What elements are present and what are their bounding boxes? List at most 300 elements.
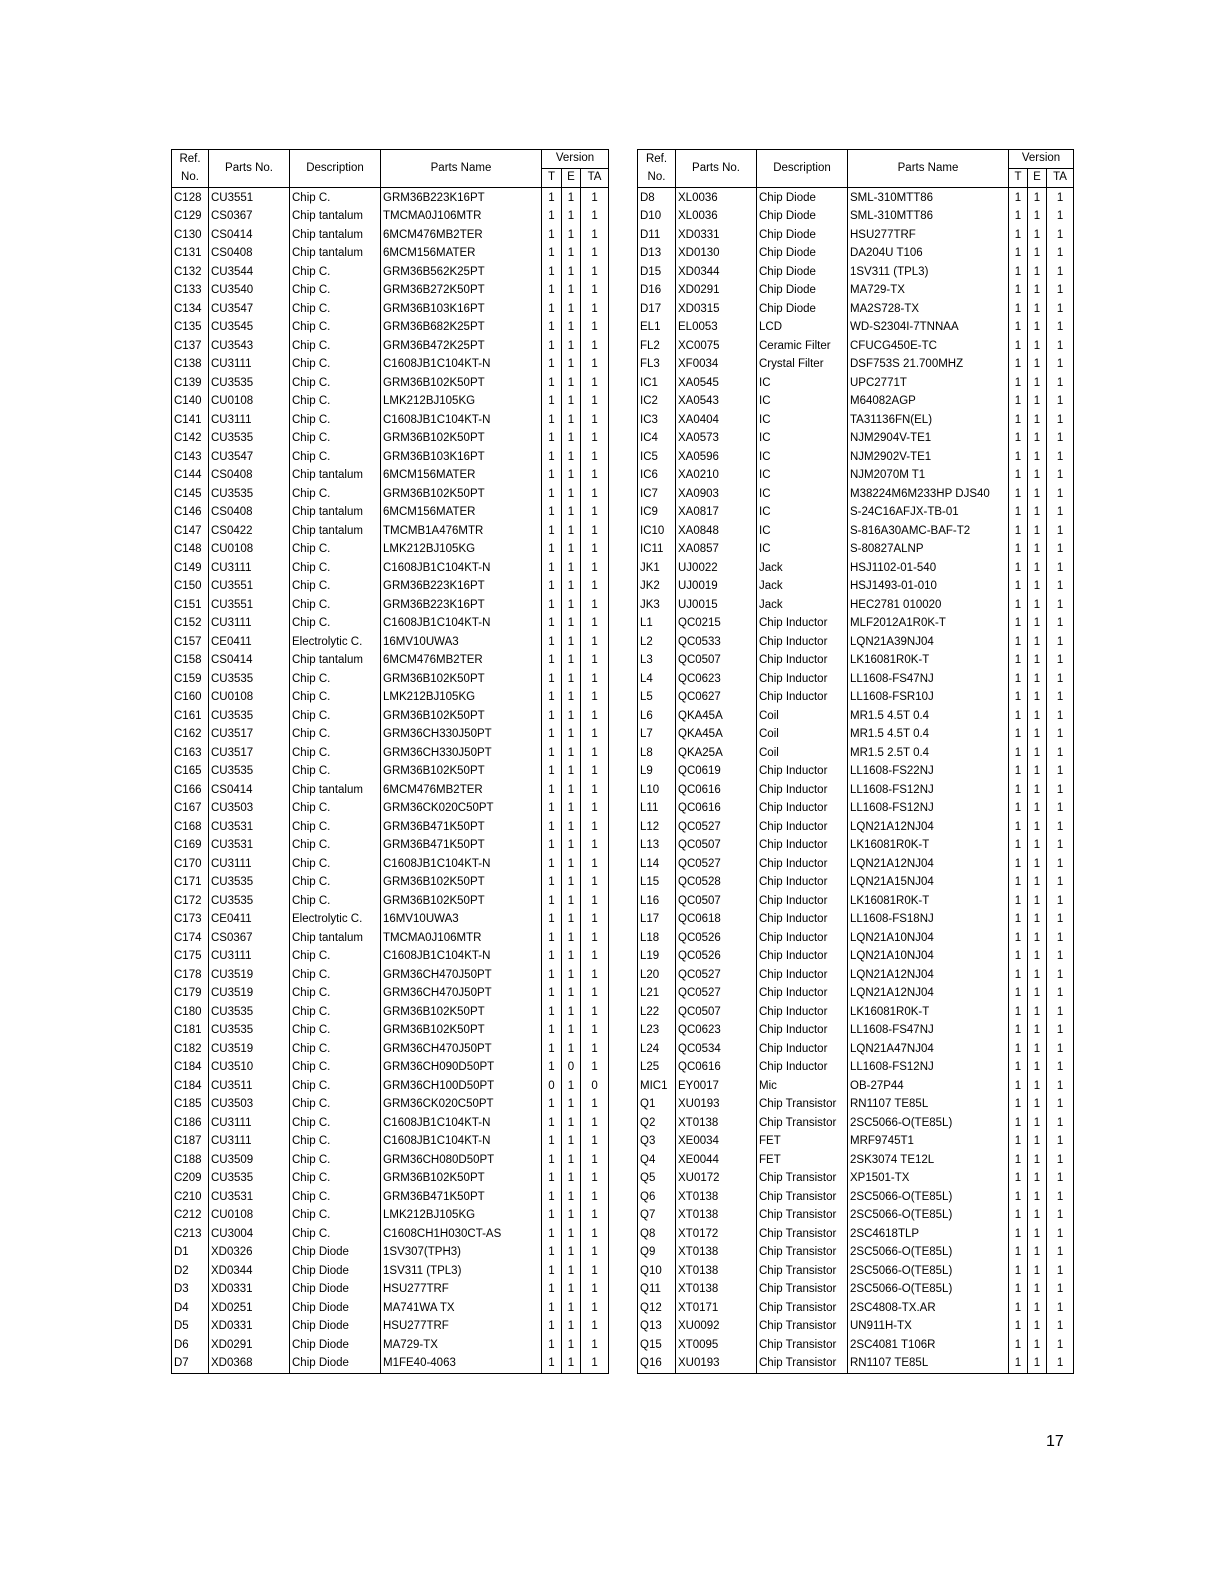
version-t-cell: 1 bbox=[542, 1096, 562, 1115]
description-cell: Chip C. bbox=[290, 411, 381, 430]
description-cell: Chip Diode bbox=[757, 282, 848, 301]
description-cell: Chip Inductor bbox=[757, 689, 848, 708]
version-e-cell: 1 bbox=[562, 411, 581, 430]
parts-name-cell: GRM36B102K50PT bbox=[381, 763, 542, 782]
parts-no-cell: QC0507 bbox=[676, 837, 757, 856]
table-row bbox=[638, 707, 1074, 726]
table-row bbox=[172, 1355, 609, 1374]
parts-name-cell: LL1608-FS47NJ bbox=[848, 670, 1009, 689]
version-ta-cell: 1 bbox=[1047, 522, 1074, 541]
ref-no-cell: Q1 bbox=[638, 1096, 676, 1115]
header-version: Version bbox=[542, 150, 609, 169]
version-t-cell: 1 bbox=[1009, 1225, 1028, 1244]
table-row bbox=[638, 1299, 1074, 1318]
version-ta-cell: 1 bbox=[581, 522, 609, 541]
parts-no-cell: QC0526 bbox=[676, 948, 757, 967]
parts-no-cell: XD0331 bbox=[676, 226, 757, 245]
table-row bbox=[638, 763, 1074, 782]
description-cell: Chip Inductor bbox=[757, 966, 848, 985]
parts-no-cell: XD0251 bbox=[209, 1299, 290, 1318]
parts-name-cell: 2SC5066-O(TE85L) bbox=[848, 1188, 1009, 1207]
version-t-cell: 1 bbox=[1009, 874, 1028, 893]
version-e-cell: 1 bbox=[562, 781, 581, 800]
parts-name-cell: C1608JB1C104KT-N bbox=[381, 1114, 542, 1133]
version-e-cell: 1 bbox=[1028, 1299, 1047, 1318]
description-cell: Chip Diode bbox=[757, 208, 848, 227]
version-e-cell: 1 bbox=[562, 208, 581, 227]
parts-no-cell: XD0130 bbox=[676, 245, 757, 264]
parts-no-cell: CU3535 bbox=[209, 430, 290, 449]
parts-no-cell: CU3535 bbox=[209, 892, 290, 911]
header-ref-no: Ref. No. bbox=[638, 150, 676, 188]
ref-no-cell: C131 bbox=[172, 245, 209, 264]
parts-no-cell: CU3519 bbox=[209, 966, 290, 985]
version-t-cell: 1 bbox=[542, 763, 562, 782]
description-cell: Chip tantalum bbox=[290, 467, 381, 486]
version-t-cell: 1 bbox=[542, 208, 562, 227]
parts-name-cell: LQN21A12NJ04 bbox=[848, 818, 1009, 837]
description-cell: Chip Diode bbox=[290, 1299, 381, 1318]
description-cell: Chip Inductor bbox=[757, 855, 848, 874]
version-t-cell: 1 bbox=[1009, 356, 1028, 375]
description-cell: Chip C. bbox=[290, 689, 381, 708]
version-t-cell: 1 bbox=[1009, 892, 1028, 911]
ref-no-cell: C152 bbox=[172, 615, 209, 634]
description-cell: Chip C. bbox=[290, 319, 381, 338]
description-cell: Chip Diode bbox=[757, 226, 848, 245]
description-cell: FET bbox=[757, 1133, 848, 1152]
parts-name-cell: M38224M6M233HP DJS40 bbox=[848, 485, 1009, 504]
parts-name-cell: LL1608-FS47NJ bbox=[848, 1022, 1009, 1041]
ref-no-cell: L22 bbox=[638, 1003, 676, 1022]
parts-name-cell: GRM36B102K50PT bbox=[381, 374, 542, 393]
description-cell: Chip C. bbox=[290, 1170, 381, 1189]
parts-no-cell: CU3535 bbox=[209, 1170, 290, 1189]
ref-no-cell: C213 bbox=[172, 1225, 209, 1244]
description-cell: Chip Inductor bbox=[757, 985, 848, 1004]
version-t-cell: 1 bbox=[1009, 1077, 1028, 1096]
version-e-cell: 1 bbox=[1028, 337, 1047, 356]
description-cell: Chip C. bbox=[290, 485, 381, 504]
description-cell: Chip C. bbox=[290, 559, 381, 578]
description-cell: Chip C. bbox=[290, 393, 381, 412]
version-t-cell: 1 bbox=[1009, 855, 1028, 874]
parts-no-cell: XD0326 bbox=[209, 1244, 290, 1263]
version-ta-cell: 1 bbox=[1047, 1059, 1074, 1078]
description-cell: Chip tantalum bbox=[290, 208, 381, 227]
table-row bbox=[172, 1096, 609, 1115]
version-e-cell: 1 bbox=[1028, 356, 1047, 375]
version-e-cell: 1 bbox=[562, 1077, 581, 1096]
parts-no-cell: CU3111 bbox=[209, 1133, 290, 1152]
version-t-cell: 1 bbox=[542, 837, 562, 856]
ref-no-cell: L18 bbox=[638, 929, 676, 948]
version-e-cell: 1 bbox=[562, 689, 581, 708]
version-ta-cell: 1 bbox=[1047, 855, 1074, 874]
version-ta-cell: 1 bbox=[1047, 1225, 1074, 1244]
version-e-cell: 1 bbox=[562, 374, 581, 393]
table-row bbox=[172, 726, 609, 745]
version-ta-cell: 1 bbox=[581, 800, 609, 819]
header-parts-name: Parts Name bbox=[381, 150, 542, 188]
description-cell: Coil bbox=[757, 744, 848, 763]
version-t-cell: 1 bbox=[1009, 411, 1028, 430]
ref-no-cell: Q8 bbox=[638, 1225, 676, 1244]
ref-no-cell: L9 bbox=[638, 763, 676, 782]
version-e-cell: 1 bbox=[562, 744, 581, 763]
table-row bbox=[172, 1003, 609, 1022]
version-e-cell: 1 bbox=[1028, 1355, 1047, 1374]
version-ta-cell: 1 bbox=[581, 448, 609, 467]
version-ta-cell: 1 bbox=[581, 208, 609, 227]
version-t-cell: 1 bbox=[542, 615, 562, 634]
version-e-cell: 1 bbox=[562, 800, 581, 819]
parts-name-cell: LQN21A15NJ04 bbox=[848, 874, 1009, 893]
version-t-cell: 1 bbox=[1009, 652, 1028, 671]
ref-no-cell: L21 bbox=[638, 985, 676, 1004]
parts-no-cell: XT0138 bbox=[676, 1281, 757, 1300]
parts-no-cell: XT0138 bbox=[676, 1188, 757, 1207]
version-t-cell: 1 bbox=[542, 966, 562, 985]
parts-table-left bbox=[171, 149, 609, 1374]
parts-no-cell: CS0414 bbox=[209, 226, 290, 245]
header-version-e: E bbox=[562, 169, 581, 188]
version-ta-cell: 1 bbox=[1047, 245, 1074, 264]
parts-name-cell: MR1.5 4.5T 0.4 bbox=[848, 707, 1009, 726]
description-cell: Chip Inductor bbox=[757, 800, 848, 819]
parts-name-cell: TA31136FN(EL) bbox=[848, 411, 1009, 430]
parts-no-cell: XD0315 bbox=[676, 300, 757, 319]
version-ta-cell: 1 bbox=[581, 652, 609, 671]
parts-no-cell: CU3519 bbox=[209, 1040, 290, 1059]
table-row bbox=[172, 188, 609, 208]
description-cell: Chip Inductor bbox=[757, 818, 848, 837]
parts-no-cell: XA0545 bbox=[676, 374, 757, 393]
ref-no-cell: C148 bbox=[172, 541, 209, 560]
version-e-cell: 1 bbox=[562, 1022, 581, 1041]
version-e-cell: 1 bbox=[1028, 1225, 1047, 1244]
version-t-cell: 1 bbox=[542, 1318, 562, 1337]
version-ta-cell: 1 bbox=[581, 1133, 609, 1152]
parts-name-cell: C1608JB1C104KT-N bbox=[381, 615, 542, 634]
version-ta-cell: 1 bbox=[1047, 430, 1074, 449]
ref-no-cell: C182 bbox=[172, 1040, 209, 1059]
version-t-cell: 1 bbox=[542, 448, 562, 467]
ref-no-cell: IC5 bbox=[638, 448, 676, 467]
ref-no-cell: D2 bbox=[172, 1262, 209, 1281]
parts-no-cell: QC0627 bbox=[676, 689, 757, 708]
version-e-cell: 1 bbox=[562, 1244, 581, 1263]
ref-no-cell: D1 bbox=[172, 1244, 209, 1263]
table-row bbox=[172, 744, 609, 763]
ref-no-cell: C142 bbox=[172, 430, 209, 449]
description-cell: Chip Diode bbox=[290, 1318, 381, 1337]
ref-no-cell: Q4 bbox=[638, 1151, 676, 1170]
parts-name-cell: RN1107 TE85L bbox=[848, 1096, 1009, 1115]
version-e-cell: 1 bbox=[1028, 1133, 1047, 1152]
parts-no-cell: CS0408 bbox=[209, 467, 290, 486]
parts-name-cell: HSU277TRF bbox=[381, 1281, 542, 1300]
ref-no-cell: IC6 bbox=[638, 467, 676, 486]
version-t-cell: 1 bbox=[542, 411, 562, 430]
version-e-cell: 1 bbox=[562, 430, 581, 449]
ref-no-cell: C168 bbox=[172, 818, 209, 837]
description-cell: Chip C. bbox=[290, 448, 381, 467]
parts-no-cell: CU3535 bbox=[209, 374, 290, 393]
parts-name-cell: LQN21A39NJ04 bbox=[848, 633, 1009, 652]
parts-name-cell: GRM36B102K50PT bbox=[381, 485, 542, 504]
parts-no-cell: QC0527 bbox=[676, 985, 757, 1004]
version-t-cell: 1 bbox=[1009, 541, 1028, 560]
description-cell: Chip Diode bbox=[290, 1244, 381, 1263]
version-ta-cell: 1 bbox=[1047, 504, 1074, 523]
parts-name-cell: MA729-TX bbox=[848, 282, 1009, 301]
ref-no-cell: IC1 bbox=[638, 374, 676, 393]
version-t-cell: 1 bbox=[542, 985, 562, 1004]
version-t-cell: 1 bbox=[1009, 1022, 1028, 1041]
version-ta-cell: 1 bbox=[1047, 559, 1074, 578]
ref-no-cell: L13 bbox=[638, 837, 676, 856]
version-ta-cell: 1 bbox=[581, 948, 609, 967]
parts-name-cell: XP1501-TX bbox=[848, 1170, 1009, 1189]
version-ta-cell: 1 bbox=[1047, 763, 1074, 782]
description-cell: Chip Transistor bbox=[757, 1170, 848, 1189]
parts-name-cell: 2SC4618TLP bbox=[848, 1225, 1009, 1244]
version-ta-cell: 1 bbox=[581, 263, 609, 282]
parts-name-cell: WD-S2304I-7TNNAA bbox=[848, 319, 1009, 338]
version-ta-cell: 1 bbox=[1047, 726, 1074, 745]
description-cell: Chip Inductor bbox=[757, 763, 848, 782]
table-row bbox=[172, 1022, 609, 1041]
version-ta-cell: 1 bbox=[1047, 1336, 1074, 1355]
parts-name-cell: HSJ1102-01-540 bbox=[848, 559, 1009, 578]
table-row bbox=[638, 1077, 1074, 1096]
parts-name-cell: GRM36CK020C50PT bbox=[381, 1096, 542, 1115]
parts-name-cell: MA2S728-TX bbox=[848, 300, 1009, 319]
ref-no-cell: C173 bbox=[172, 911, 209, 930]
parts-name-cell: LQN21A10NJ04 bbox=[848, 948, 1009, 967]
version-t-cell: 1 bbox=[542, 911, 562, 930]
version-ta-cell: 0 bbox=[581, 1077, 609, 1096]
version-t-cell: 1 bbox=[1009, 188, 1028, 208]
table-row bbox=[172, 430, 609, 449]
description-cell: Chip tantalum bbox=[290, 504, 381, 523]
version-ta-cell: 1 bbox=[1047, 892, 1074, 911]
version-ta-cell: 1 bbox=[1047, 356, 1074, 375]
table-row bbox=[638, 541, 1074, 560]
parts-no-cell: QC0507 bbox=[676, 1003, 757, 1022]
version-e-cell: 1 bbox=[562, 707, 581, 726]
version-e-cell: 1 bbox=[562, 596, 581, 615]
description-cell: Chip C. bbox=[290, 670, 381, 689]
table-row bbox=[638, 1059, 1074, 1078]
description-cell: Coil bbox=[757, 707, 848, 726]
description-cell: Chip Inductor bbox=[757, 911, 848, 930]
version-ta-cell: 1 bbox=[581, 1114, 609, 1133]
parts-no-cell: QC0526 bbox=[676, 929, 757, 948]
version-e-cell: 1 bbox=[562, 1299, 581, 1318]
version-ta-cell: 1 bbox=[581, 1022, 609, 1041]
version-t-cell: 1 bbox=[542, 892, 562, 911]
version-t-cell: 1 bbox=[542, 1188, 562, 1207]
header-description: Description bbox=[290, 150, 381, 188]
header-version-t: T bbox=[1009, 169, 1028, 188]
version-t-cell: 1 bbox=[1009, 596, 1028, 615]
description-cell: IC bbox=[757, 448, 848, 467]
table-row bbox=[172, 337, 609, 356]
version-ta-cell: 1 bbox=[581, 615, 609, 634]
parts-name-cell: HSU277TRF bbox=[381, 1318, 542, 1337]
parts-no-cell: QKA25A bbox=[676, 744, 757, 763]
description-cell: Chip Diode bbox=[757, 300, 848, 319]
parts-no-cell: QC0623 bbox=[676, 1022, 757, 1041]
parts-no-cell: XA0543 bbox=[676, 393, 757, 412]
ref-no-cell: C167 bbox=[172, 800, 209, 819]
parts-name-cell: LK16081R0K-T bbox=[848, 837, 1009, 856]
version-ta-cell: 1 bbox=[581, 467, 609, 486]
table-row bbox=[172, 781, 609, 800]
description-cell: Chip C. bbox=[290, 541, 381, 560]
version-ta-cell: 1 bbox=[1047, 1355, 1074, 1374]
version-e-cell: 1 bbox=[1028, 596, 1047, 615]
parts-name-cell: GRM36B102K50PT bbox=[381, 707, 542, 726]
ref-no-cell: D10 bbox=[638, 208, 676, 227]
ref-no-cell: JK2 bbox=[638, 578, 676, 597]
version-t-cell: 1 bbox=[542, 726, 562, 745]
ref-no-cell: D3 bbox=[172, 1281, 209, 1300]
ref-no-cell: D13 bbox=[638, 245, 676, 264]
ref-no-cell: C163 bbox=[172, 744, 209, 763]
parts-no-cell: CU3547 bbox=[209, 448, 290, 467]
version-ta-cell: 1 bbox=[581, 911, 609, 930]
description-cell: Chip Diode bbox=[757, 263, 848, 282]
version-e-cell: 1 bbox=[1028, 1170, 1047, 1189]
version-ta-cell: 1 bbox=[1047, 985, 1074, 1004]
version-ta-cell: 1 bbox=[581, 1244, 609, 1263]
page-number: 17 bbox=[1046, 1433, 1064, 1450]
description-cell: Chip Inductor bbox=[757, 633, 848, 652]
version-ta-cell: 1 bbox=[1047, 1188, 1074, 1207]
version-e-cell: 1 bbox=[1028, 689, 1047, 708]
version-ta-cell: 1 bbox=[581, 744, 609, 763]
description-cell: Chip Inductor bbox=[757, 1003, 848, 1022]
version-ta-cell: 1 bbox=[1047, 448, 1074, 467]
description-cell: Chip Diode bbox=[290, 1336, 381, 1355]
parts-no-cell: CU3503 bbox=[209, 1096, 290, 1115]
version-ta-cell: 1 bbox=[581, 1318, 609, 1337]
description-cell: Chip tantalum bbox=[290, 929, 381, 948]
ref-no-cell: C141 bbox=[172, 411, 209, 430]
table-row bbox=[172, 818, 609, 837]
table-row bbox=[172, 670, 609, 689]
table-row bbox=[638, 188, 1074, 208]
version-ta-cell: 1 bbox=[581, 504, 609, 523]
parts-no-cell: CU3531 bbox=[209, 818, 290, 837]
version-ta-cell: 1 bbox=[581, 337, 609, 356]
description-cell: Chip C. bbox=[290, 744, 381, 763]
version-e-cell: 1 bbox=[1028, 467, 1047, 486]
version-ta-cell: 1 bbox=[581, 670, 609, 689]
version-e-cell: 1 bbox=[562, 818, 581, 837]
version-e-cell: 1 bbox=[1028, 726, 1047, 745]
parts-no-cell: QKA45A bbox=[676, 707, 757, 726]
version-ta-cell: 1 bbox=[1047, 615, 1074, 634]
parts-name-cell: GRM36B272K50PT bbox=[381, 282, 542, 301]
parts-no-cell: XA0404 bbox=[676, 411, 757, 430]
ref-no-cell: Q9 bbox=[638, 1244, 676, 1263]
parts-no-cell: EL0053 bbox=[676, 319, 757, 338]
parts-no-cell: XA0903 bbox=[676, 485, 757, 504]
parts-name-cell: 2SC4081 T106R bbox=[848, 1336, 1009, 1355]
version-e-cell: 1 bbox=[1028, 393, 1047, 412]
version-e-cell: 1 bbox=[1028, 911, 1047, 930]
version-e-cell: 1 bbox=[562, 1355, 581, 1374]
description-cell: Chip Diode bbox=[290, 1355, 381, 1374]
parts-no-cell: CS0408 bbox=[209, 504, 290, 523]
ref-no-cell: C157 bbox=[172, 633, 209, 652]
description-cell: Chip tantalum bbox=[290, 652, 381, 671]
version-t-cell: 1 bbox=[542, 263, 562, 282]
parts-no-cell: QC0623 bbox=[676, 670, 757, 689]
version-t-cell: 1 bbox=[542, 744, 562, 763]
table-row bbox=[638, 1022, 1074, 1041]
table-row bbox=[638, 1207, 1074, 1226]
version-e-cell: 1 bbox=[1028, 485, 1047, 504]
parts-no-cell: XL0036 bbox=[676, 208, 757, 227]
table-row bbox=[638, 300, 1074, 319]
version-ta-cell: 1 bbox=[1047, 263, 1074, 282]
version-e-cell: 1 bbox=[562, 467, 581, 486]
version-t-cell: 1 bbox=[542, 319, 562, 338]
version-e-cell: 1 bbox=[562, 1225, 581, 1244]
parts-no-cell: XF0034 bbox=[676, 356, 757, 375]
version-ta-cell: 1 bbox=[1047, 1170, 1074, 1189]
version-e-cell: 1 bbox=[562, 652, 581, 671]
version-t-cell: 1 bbox=[1009, 1114, 1028, 1133]
ref-no-cell: D5 bbox=[172, 1318, 209, 1337]
version-e-cell: 1 bbox=[562, 1207, 581, 1226]
table-row bbox=[172, 948, 609, 967]
version-t-cell: 1 bbox=[542, 596, 562, 615]
version-t-cell: 1 bbox=[1009, 430, 1028, 449]
ref-no-cell: L6 bbox=[638, 707, 676, 726]
version-e-cell: 1 bbox=[1028, 522, 1047, 541]
parts-name-cell: S-24C16AFJX-TB-01 bbox=[848, 504, 1009, 523]
description-cell: Chip Diode bbox=[757, 245, 848, 264]
ref-no-cell: L24 bbox=[638, 1040, 676, 1059]
table-row bbox=[172, 985, 609, 1004]
version-t-cell: 1 bbox=[542, 504, 562, 523]
version-ta-cell: 1 bbox=[581, 1003, 609, 1022]
description-cell: Chip Diode bbox=[290, 1281, 381, 1300]
ref-no-cell: L23 bbox=[638, 1022, 676, 1041]
description-cell: Chip Transistor bbox=[757, 1225, 848, 1244]
version-e-cell: 1 bbox=[1028, 559, 1047, 578]
description-cell: Chip Transistor bbox=[757, 1318, 848, 1337]
parts-name-cell: 2SC5066-O(TE85L) bbox=[848, 1244, 1009, 1263]
version-e-cell: 1 bbox=[1028, 1022, 1047, 1041]
description-cell: Chip C. bbox=[290, 985, 381, 1004]
version-t-cell: 1 bbox=[542, 374, 562, 393]
description-cell: Chip C. bbox=[290, 1133, 381, 1152]
parts-name-cell: LQN21A12NJ04 bbox=[848, 966, 1009, 985]
parts-no-cell: QC0533 bbox=[676, 633, 757, 652]
ref-no-cell: C185 bbox=[172, 1096, 209, 1115]
header-parts-no: Parts No. bbox=[676, 150, 757, 188]
parts-no-cell: CS0414 bbox=[209, 781, 290, 800]
parts-name-cell: C1608JB1C104KT-N bbox=[381, 855, 542, 874]
parts-no-cell: CU0108 bbox=[209, 689, 290, 708]
